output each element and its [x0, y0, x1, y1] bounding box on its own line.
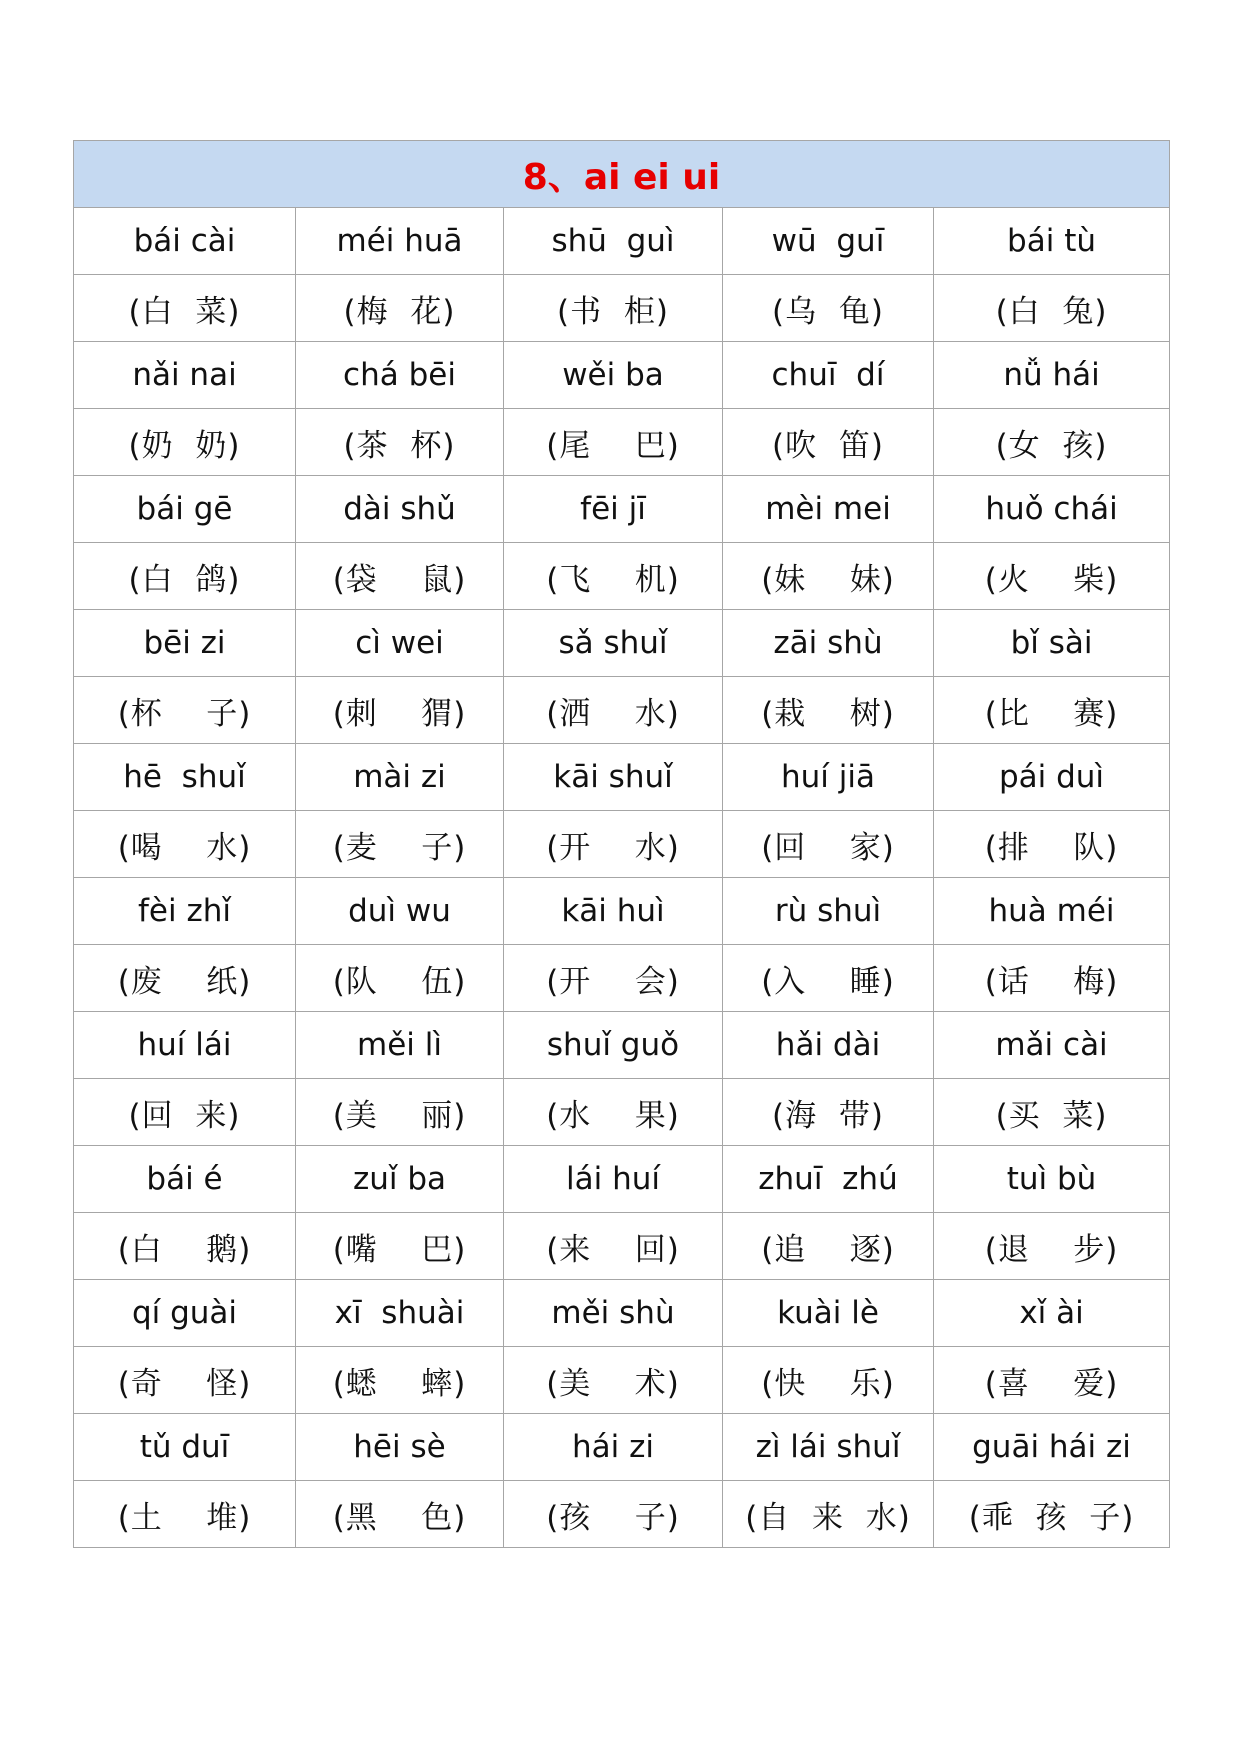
- pinyin-row: [74, 878, 1170, 945]
- pinyin-cell: shuǐ guǒ: [504, 1012, 723, 1079]
- hanzi-cell: (刺 猬): [296, 677, 504, 744]
- hanzi-cell: (入 睡): [723, 945, 934, 1012]
- pinyin-row: [74, 1280, 1170, 1347]
- hanzi-row: [74, 1481, 1170, 1548]
- hanzi-cell: (飞 机): [504, 543, 723, 610]
- hanzi-cell: (海 带): [723, 1079, 934, 1146]
- pinyin-cell: mǎi cài: [934, 1012, 1170, 1079]
- pinyin-cell: wū guī: [723, 208, 934, 275]
- pinyin-cell: hēi sè: [296, 1414, 504, 1481]
- hanzi-cell: (麦 子): [296, 811, 504, 878]
- pinyin-cell: kuài lè: [723, 1280, 934, 1347]
- hanzi-row: [74, 275, 1170, 342]
- hanzi-cell: (美 丽): [296, 1079, 504, 1146]
- hanzi-cell: (火 柴): [934, 543, 1170, 610]
- pinyin-cell: kāi huì: [504, 878, 723, 945]
- hanzi-cell: (书 柜): [504, 275, 723, 342]
- pinyin-cell: fēi jī: [504, 476, 723, 543]
- pinyin-cell: xī shuài: [296, 1280, 504, 1347]
- pinyin-cell: nǎi nai: [74, 342, 296, 409]
- hanzi-cell: (水 果): [504, 1079, 723, 1146]
- pinyin-cell: tǔ duī: [74, 1414, 296, 1481]
- hanzi-cell: (回 来): [74, 1079, 296, 1146]
- pinyin-cell: zāi shù: [723, 610, 934, 677]
- hanzi-row: [74, 945, 1170, 1012]
- hanzi-cell: (白 菜): [74, 275, 296, 342]
- pinyin-cell: guāi hái zi: [934, 1414, 1170, 1481]
- pinyin-cell: měi lì: [296, 1012, 504, 1079]
- pinyin-cell: chuī dí: [723, 342, 934, 409]
- hanzi-row: [74, 677, 1170, 744]
- hanzi-row: [74, 1079, 1170, 1146]
- hanzi-row: [74, 1213, 1170, 1280]
- pinyin-cell: mèi mei: [723, 476, 934, 543]
- pinyin-cell: fèi zhǐ: [74, 878, 296, 945]
- hanzi-cell: (自 来 水): [723, 1481, 934, 1548]
- hanzi-cell: (妹 妹): [723, 543, 934, 610]
- pinyin-row: [74, 1146, 1170, 1213]
- pinyin-cell: dài shǔ: [296, 476, 504, 543]
- hanzi-cell: (美 术): [504, 1347, 723, 1414]
- pinyin-row: [74, 208, 1170, 275]
- pinyin-cell: nǚ hái: [934, 342, 1170, 409]
- pinyin-cell: zuǐ ba: [296, 1146, 504, 1213]
- pinyin-cell: huí lái: [74, 1012, 296, 1079]
- pinyin-row: [74, 1012, 1170, 1079]
- hanzi-cell: (开 会): [504, 945, 723, 1012]
- hanzi-cell: (杯 子): [74, 677, 296, 744]
- hanzi-cell: (白 兔): [934, 275, 1170, 342]
- hanzi-cell: (茶 杯): [296, 409, 504, 476]
- hanzi-cell: (袋 鼠): [296, 543, 504, 610]
- pinyin-cell: huà méi: [934, 878, 1170, 945]
- hanzi-cell: (白 鹅): [74, 1213, 296, 1280]
- hanzi-cell: (孩 子): [504, 1481, 723, 1548]
- pinyin-cell: huǒ chái: [934, 476, 1170, 543]
- pinyin-row: [74, 476, 1170, 543]
- pinyin-cell: bái gē: [74, 476, 296, 543]
- pinyin-cell: chá bēi: [296, 342, 504, 409]
- hanzi-cell: (废 纸): [74, 945, 296, 1012]
- pinyin-cell: sǎ shuǐ: [504, 610, 723, 677]
- hanzi-cell: (追 逐): [723, 1213, 934, 1280]
- hanzi-cell: (吹 笛): [723, 409, 934, 476]
- hanzi-cell: (乌 龟): [723, 275, 934, 342]
- hanzi-cell: (喝 水): [74, 811, 296, 878]
- table-body: [74, 208, 1170, 1548]
- pinyin-cell: pái duì: [934, 744, 1170, 811]
- pinyin-row: [74, 744, 1170, 811]
- hanzi-cell: (回 家): [723, 811, 934, 878]
- pinyin-cell: měi shù: [504, 1280, 723, 1347]
- hanzi-cell: (嘴 巴): [296, 1213, 504, 1280]
- hanzi-cell: (喜 爱): [934, 1347, 1170, 1414]
- pinyin-cell: mài zi: [296, 744, 504, 811]
- hanzi-cell: (梅 花): [296, 275, 504, 342]
- hanzi-cell: (退 步): [934, 1213, 1170, 1280]
- hanzi-row: [74, 811, 1170, 878]
- hanzi-cell: (快 乐): [723, 1347, 934, 1414]
- pinyin-row: [74, 342, 1170, 409]
- pinyin-row: [74, 1414, 1170, 1481]
- pinyin-cell: tuì bù: [934, 1146, 1170, 1213]
- hanzi-cell: (土 堆): [74, 1481, 296, 1548]
- title-row: [74, 141, 1170, 208]
- pinyin-cell: bái cài: [74, 208, 296, 275]
- pinyin-cell: bǐ sài: [934, 610, 1170, 677]
- pinyin-cell: hǎi dài: [723, 1012, 934, 1079]
- pinyin-cell: zhuī zhú: [723, 1146, 934, 1213]
- pinyin-cell: wěi ba: [504, 342, 723, 409]
- pinyin-cell: hē shuǐ: [74, 744, 296, 811]
- pinyin-cell: bēi zi: [74, 610, 296, 677]
- pinyin-cell: lái huí: [504, 1146, 723, 1213]
- pinyin-cell: zì lái shuǐ: [723, 1414, 934, 1481]
- hanzi-cell: (来 回): [504, 1213, 723, 1280]
- pinyin-cell: méi huā: [296, 208, 504, 275]
- pinyin-cell: qí guài: [74, 1280, 296, 1347]
- hanzi-cell: (话 梅): [934, 945, 1170, 1012]
- hanzi-row: [74, 543, 1170, 610]
- page-title: 8、ai ei ui: [74, 141, 1170, 208]
- hanzi-cell: (排 队): [934, 811, 1170, 878]
- hanzi-cell: (栽 树): [723, 677, 934, 744]
- hanzi-cell: (乖 孩 子): [934, 1481, 1170, 1548]
- hanzi-row: [74, 409, 1170, 476]
- hanzi-cell: (队 伍): [296, 945, 504, 1012]
- hanzi-cell: (奇 怪): [74, 1347, 296, 1414]
- hanzi-cell: (尾 巴): [504, 409, 723, 476]
- pinyin-cell: huí jiā: [723, 744, 934, 811]
- pinyin-cell: bái é: [74, 1146, 296, 1213]
- hanzi-cell: (黑 色): [296, 1481, 504, 1548]
- hanzi-cell: (洒 水): [504, 677, 723, 744]
- hanzi-row: [74, 1347, 1170, 1414]
- hanzi-cell: (蟋 蟀): [296, 1347, 504, 1414]
- hanzi-cell: (比 赛): [934, 677, 1170, 744]
- pinyin-cell: hái zi: [504, 1414, 723, 1481]
- hanzi-cell: (买 菜): [934, 1079, 1170, 1146]
- pinyin-row: [74, 610, 1170, 677]
- pinyin-cell: shū guì: [504, 208, 723, 275]
- hanzi-cell: (奶 奶): [74, 409, 296, 476]
- pinyin-cell: xǐ ài: [934, 1280, 1170, 1347]
- pinyin-cell: cì wei: [296, 610, 504, 677]
- pinyin-cell: duì wu: [296, 878, 504, 945]
- pinyin-cell: kāi shuǐ: [504, 744, 723, 811]
- hanzi-cell: (女 孩): [934, 409, 1170, 476]
- hanzi-cell: (白 鸽): [74, 543, 296, 610]
- hanzi-cell: (开 水): [504, 811, 723, 878]
- vocabulary-table: [73, 140, 1170, 1548]
- pinyin-cell: bái tù: [934, 208, 1170, 275]
- pinyin-cell: rù shuì: [723, 878, 934, 945]
